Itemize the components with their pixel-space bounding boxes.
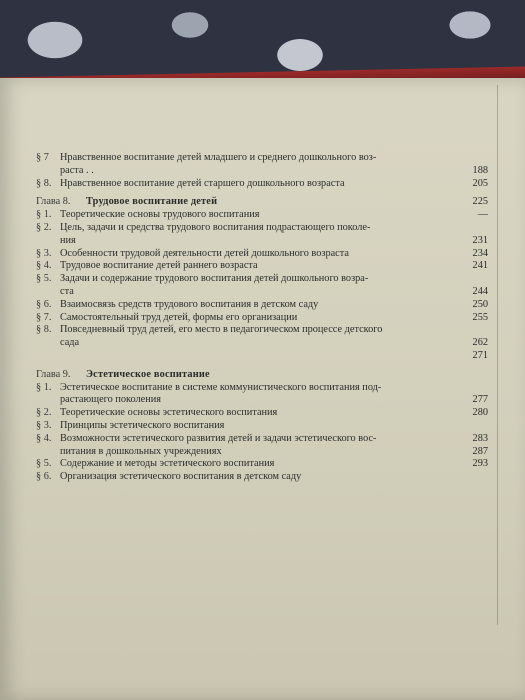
toc-entry-title: Содержание и методы эстетического воспитания (60, 458, 275, 470)
chapter-row (36, 369, 488, 382)
toc-entry-title: сада (60, 337, 80, 349)
toc-entry-title: Теоретические основы трудового воспитания (60, 209, 260, 221)
toc-section-number: § 4. (36, 432, 52, 444)
toc-section-number: § 5. (36, 458, 52, 470)
toc-section-number: § 5. (36, 273, 52, 285)
toc-row (36, 248, 488, 261)
toc-page-number: 293 (472, 458, 488, 470)
toc-section-number: § 1. (36, 381, 52, 393)
toc-row (36, 286, 488, 299)
toc-page-number: 283 (472, 432, 488, 444)
toc-page-number: 225 (472, 196, 488, 208)
toc-row (36, 471, 488, 484)
toc-row (36, 350, 488, 363)
toc-entry-title: Трудовое воспитание детей раннего возраста (60, 260, 258, 272)
toc-entry-title: Самостоятельный труд детей, формы его организации (60, 311, 298, 323)
toc-row (36, 324, 488, 337)
toc-entry-title: Возможности эстетического развития детей и задачи эстетического вос- (60, 432, 377, 444)
toc-page-number: 234 (472, 247, 488, 259)
toc-page-number: — (477, 209, 488, 221)
toc-page-number: 287 (472, 445, 488, 457)
toc-page-number: 250 (472, 298, 488, 310)
toc-row (36, 152, 488, 165)
toc-row (36, 458, 488, 471)
toc-entry-title: Задачи и содержание трудового воспитания детей дошкольного возра- (60, 273, 369, 285)
toc-section-number: § 8. (36, 324, 52, 336)
chapter-row (36, 196, 488, 209)
toc-page-number: 271 (472, 349, 488, 361)
toc-section-number: § 1. (36, 209, 52, 221)
toc-section-number: § 2. (36, 407, 52, 419)
toc-section-number: § 7 (36, 152, 49, 163)
toc-section-number: § 6. (36, 298, 52, 310)
toc-row (36, 260, 488, 273)
toc-row (36, 222, 488, 235)
toc-row (36, 178, 488, 191)
toc-row (36, 446, 488, 459)
toc-entry-title: Нравственное воспитание детей старшего дошкольного возраста (60, 177, 345, 189)
toc-row (36, 312, 488, 325)
toc-page-number: 262 (472, 337, 488, 349)
toc-entry-title: ния (60, 234, 76, 246)
toc-row (36, 299, 488, 312)
toc-entry-title: Нравственное воспитание детей младшего и среднего дошкольного воз- (60, 152, 377, 163)
page-fold-line (497, 85, 498, 625)
toc-entry-title: Теоретические основы эстетического воспитания (60, 407, 278, 419)
toc-row (36, 394, 488, 407)
toc-entry-title: Принципы эстетического воспитания (60, 419, 225, 431)
toc-entry-title: Организация эстетического воспитания в детском саду (60, 471, 302, 483)
toc-row (36, 165, 488, 178)
toc-section-number: Глава 9. (36, 368, 71, 380)
toc-page-number: 255 (472, 311, 488, 323)
toc-row (36, 382, 488, 395)
toc-row (36, 420, 488, 433)
toc-entry-title: растающего поколения (60, 394, 161, 406)
toc-entry-title: Повседневный труд детей, его место в педагогическом процессе детского (60, 324, 383, 336)
toc-entry-title: Цель, задачи и средства трудового воспитания подрастающего поколе- (60, 221, 371, 233)
toc-page-number: 280 (472, 407, 488, 419)
toc-row (36, 337, 488, 350)
toc-row (36, 235, 488, 248)
toc-section-number: § 2. (36, 221, 52, 233)
toc-page-number: 188 (472, 164, 488, 176)
toc-entry-title: Взаимосвязь средств трудового воспитания в детском саду (60, 298, 319, 310)
toc-entry-title: Эстетическое воспитание в системе коммунистического воспитания под- (60, 381, 382, 393)
toc-entry-title: Особенности трудовой деятельности детей дошкольного возраста (60, 247, 349, 259)
toc-page-number: 277 (472, 394, 488, 406)
toc-section-number: § 7. (36, 311, 52, 323)
table-of-contents (36, 152, 488, 484)
toc-page-number: 231 (472, 234, 488, 246)
toc-page-number: 244 (472, 285, 488, 297)
toc-row (36, 433, 488, 446)
toc-row (36, 273, 488, 286)
toc-entry-title: раста . . (60, 164, 94, 176)
toc-section-number: § 3. (36, 247, 52, 259)
toc-row (36, 407, 488, 420)
toc-section-number: § 6. (36, 471, 52, 483)
toc-entry-title: питания в дошкольных учреждениях (60, 445, 222, 457)
toc-page-number: 205 (472, 177, 488, 189)
toc-section-number: § 4. (36, 260, 52, 272)
toc-row (36, 209, 488, 222)
toc-entry-title: Эстетическое воспитание (86, 368, 210, 380)
toc-entry-title: Трудовое воспитание детей (86, 196, 218, 208)
toc-section-number: Глава 8. (36, 196, 71, 208)
toc-page-number: 241 (472, 260, 488, 272)
toc-entry-title: ста (60, 285, 74, 297)
toc-section-number: § 8. (36, 177, 52, 189)
toc-section-number: § 3. (36, 419, 52, 431)
